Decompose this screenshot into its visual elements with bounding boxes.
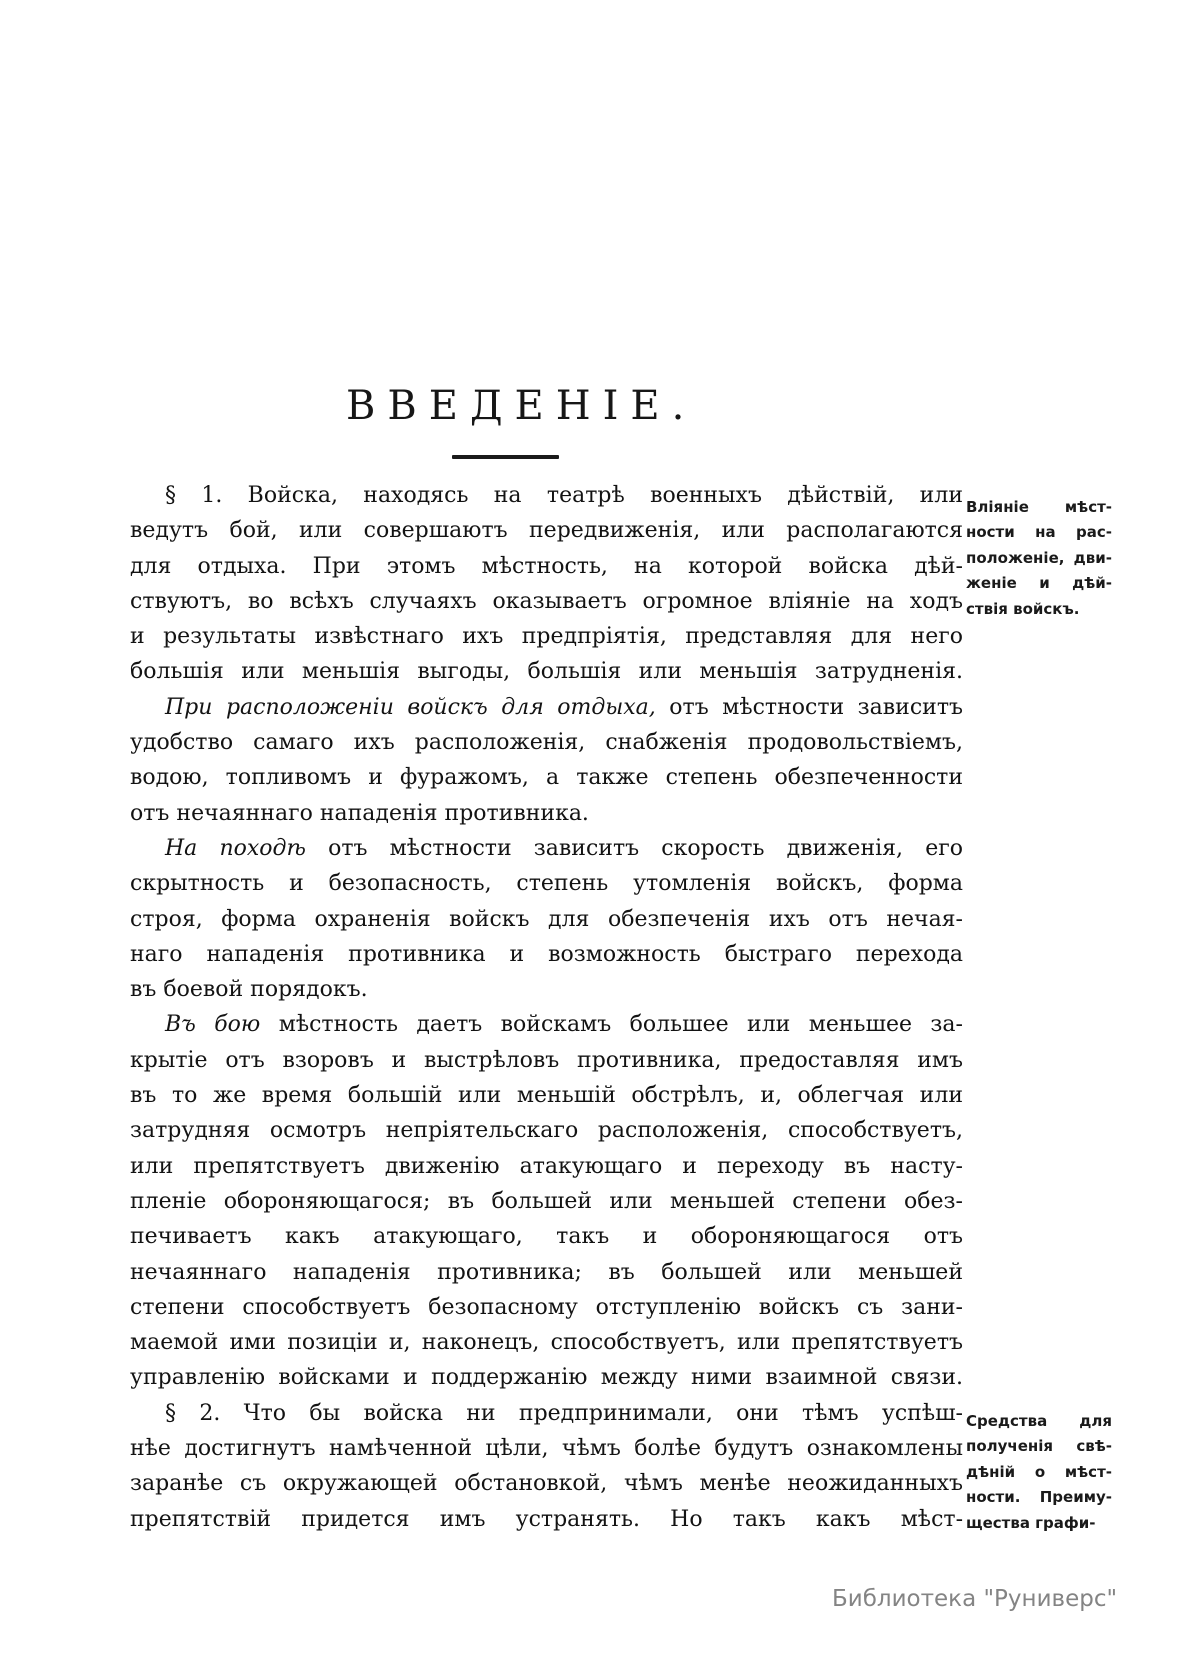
- watermark: Библиотека "Руниверс": [832, 1586, 1118, 1612]
- text-line: нечаяннаго нападенія противника; въ большей или меньшей: [130, 1259, 963, 1285]
- margin-note-line: ности. Преиму-: [966, 1488, 1112, 1507]
- text-line: строя, форма охраненія войскъ для обезпеченія ихъ отъ нечая-: [130, 906, 963, 932]
- text-line: удобство самаго ихъ расположенія, снабженія продовольствіемъ,: [130, 730, 963, 756]
- margin-note-line: женіе и дѣй-: [966, 574, 1112, 593]
- text-line: маемой ими позиціи и, наконецъ, способствуетъ, или препятствуетъ: [130, 1330, 963, 1356]
- text-line: заранѣе съ окружающей обстановкой, чѣмъ менѣе неожиданныхъ: [130, 1471, 963, 1497]
- text-line: Въ бою мѣстность даетъ войскамъ большее или меньшее за-: [165, 1012, 963, 1038]
- text-line: управленію войсками и поддержанію между ними взаимной связи.: [130, 1365, 963, 1391]
- margin-note-info-sources: [966, 1409, 1112, 1536]
- text-line: ведутъ бой, или совершаютъ передвиженія, или располагаются: [130, 518, 963, 544]
- margin-note-line: полученія свѣ-: [966, 1437, 1112, 1456]
- text-line: въ боевой порядокъ.: [130, 977, 368, 1003]
- text-line: препятствій придется имъ устранять. Но такъ какъ мѣст-: [130, 1506, 963, 1532]
- margin-note-line: Вліяніе мѣст-: [966, 498, 1112, 516]
- text-line: наго нападенія противника и возможность быстраго перехода: [130, 941, 963, 967]
- margin-note-line: ствія войскъ.: [966, 599, 1080, 618]
- body-text: [130, 478, 963, 1537]
- text-line: затрудняя осмотръ непріятельскаго расположенія, способствуетъ,: [130, 1118, 963, 1144]
- text-line: для отдыха. При этомъ мѣстность, на которой войска дѣй-: [130, 553, 963, 579]
- text-line: степени способствуетъ безопасному отступленію войскъ съ зани-: [130, 1294, 963, 1320]
- text-line: § 1. Войска, находясь на театрѣ военныхъ дѣйствій, или: [165, 483, 963, 508]
- text-line: отъ нечаяннаго нападенія противника.: [130, 800, 589, 826]
- text-line: ствуютъ, во всѣхъ случаяхъ оказываетъ огромное вліяніе на ходъ: [130, 588, 963, 614]
- page-title: ВВЕДЕНІЕ.: [346, 383, 697, 429]
- text-line: § 2. Что бы войска ни предпринимали, они тѣмъ успѣш-: [165, 1400, 963, 1426]
- text-line: и результаты извѣстнаго ихъ предпріятія, представляя для него: [130, 624, 963, 650]
- text-line: скрытность и безопасность, степень утомленія войскъ, форма: [130, 871, 963, 897]
- margin-note-line: щества графи-: [966, 1513, 1096, 1532]
- text-line: нѣе достигнутъ намѣченной цѣли, чѣмъ болѣе будутъ ознакомлены: [130, 1436, 963, 1462]
- margin-note-line: ности на рас-: [966, 523, 1112, 542]
- margin-note-line: положеніе, дви-: [966, 548, 1112, 567]
- margin-note-line: дѣній о мѣст-: [966, 1462, 1112, 1481]
- margin-note-line: Средства для: [966, 1412, 1112, 1430]
- text-line: При расположеніи войскъ для отдыха, отъ мѣстности зависитъ: [165, 694, 963, 720]
- text-line: большія или меньшія выгоды, большія или меньшія затрудненія.: [130, 659, 963, 685]
- text-line: или препятствуетъ движенію атакующаго и переходу въ насту-: [130, 1153, 963, 1179]
- margin-note-terrain-influence: [966, 495, 1112, 622]
- text-line: крытіе отъ взоровъ и выстрѣловъ противника, предоставляя имъ: [130, 1047, 963, 1073]
- text-line: въ то же время большій или меньшій обстрѣлъ, и, облегчая или: [130, 1083, 963, 1109]
- text-line: пленіе обороняющагося; въ большей или меньшей степени обез-: [130, 1188, 963, 1214]
- text-line: водою, топливомъ и фуражомъ, а также степень обезпеченности: [130, 765, 963, 791]
- text-line: печиваетъ какъ атакующаго, такъ и обороняющагося отъ: [130, 1224, 963, 1250]
- text-line: На походѣ отъ мѣстности зависитъ скорость движенія, его: [165, 835, 963, 861]
- title-rule: [452, 455, 559, 459]
